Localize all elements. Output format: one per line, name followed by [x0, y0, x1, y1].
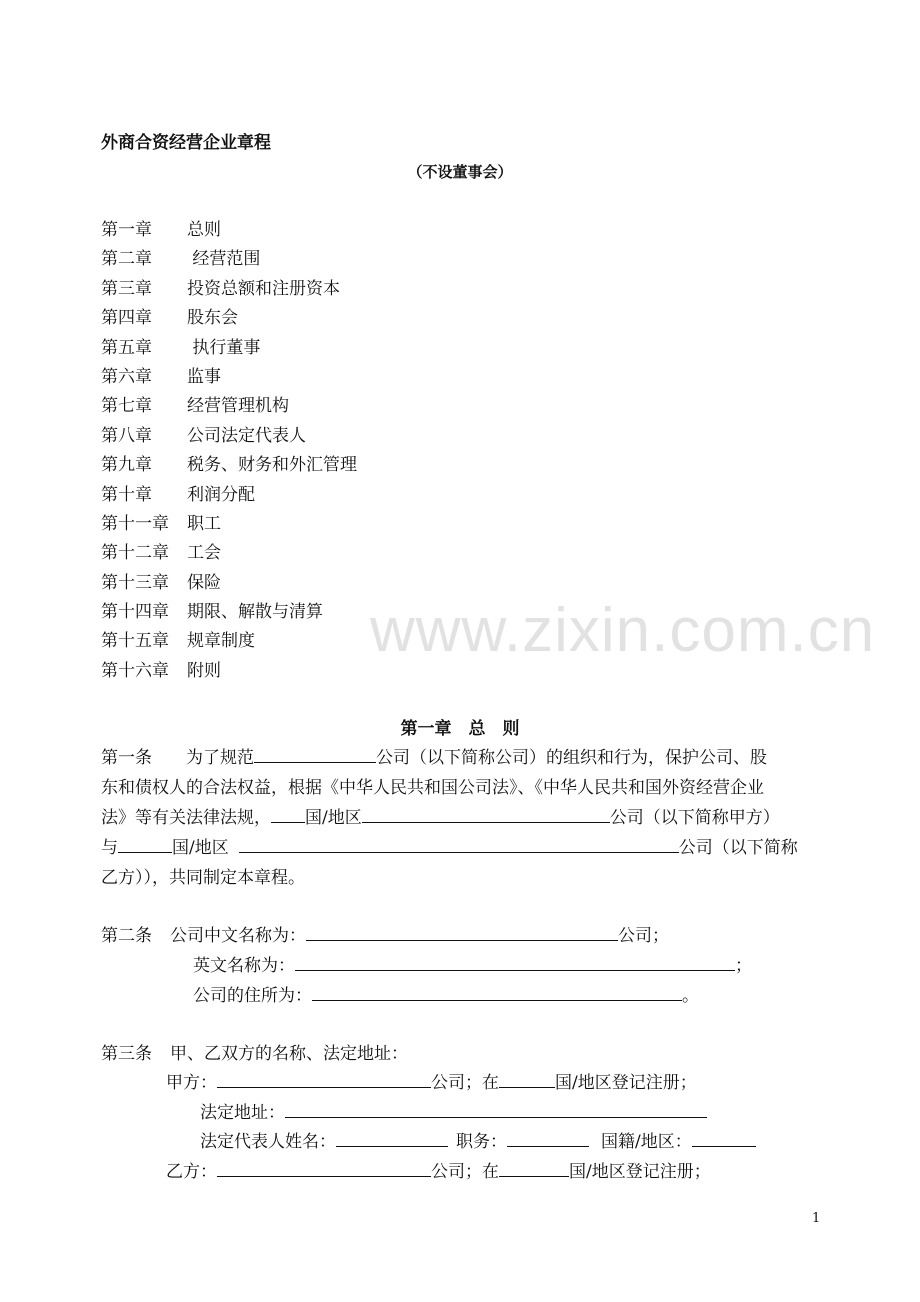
toc-chapter-name: 附则 [187, 660, 221, 681]
field-label: 职务： [456, 1132, 507, 1152]
toc-item [101, 219, 357, 248]
field-suffix: 。 [682, 986, 699, 1006]
article-text: 甲、乙双方的名称、法定地址： [170, 1044, 408, 1064]
field-label: 英文名称为： [193, 956, 295, 976]
toc-item [101, 601, 357, 630]
toc-chapter-number: 第二章 [101, 249, 152, 270]
field-label: 公司的住所为： [193, 986, 312, 1006]
toc-chapter-number: 第七章 [101, 396, 152, 417]
party-a-line [166, 1068, 697, 1098]
chinese-name-field[interactable] [306, 923, 618, 941]
article-1-line-5 [101, 863, 305, 893]
toc-item [101, 542, 357, 571]
toc-item [101, 572, 357, 601]
article-text: 国/地区 [305, 808, 362, 828]
toc-chapter-name: 总则 [187, 220, 221, 240]
party-a-address-field[interactable] [285, 1100, 707, 1118]
article-text: 东和债权人的合法权益，根据《中华人民共和国公司法》、《中华人民共和国外资经营企业 [101, 778, 764, 798]
field-label: 公司中文名称为： [170, 926, 306, 946]
field-label: 国籍/地区： [601, 1132, 692, 1152]
english-name-field[interactable] [295, 953, 735, 971]
party-a-address-line [200, 1098, 707, 1128]
toc-chapter-name: 经营管理机构 [187, 396, 289, 417]
blank-field[interactable] [254, 745, 376, 763]
toc-chapter-name: 公司法定代表人 [187, 425, 306, 446]
field-label: 公司；在 [431, 1162, 499, 1182]
toc-chapter-name: 规章制度 [187, 631, 255, 652]
field-label: 公司；在 [431, 1073, 499, 1093]
toc-chapter-number: 第三章 [101, 278, 152, 299]
toc-item [101, 513, 357, 542]
article-text: 公司（以下简称 [678, 838, 798, 858]
toc-chapter-number: 第五章 [101, 337, 152, 358]
toc-chapter-name: 工会 [187, 543, 221, 564]
article-label: 第一条 [101, 748, 152, 768]
toc-chapter-number: 第八章 [101, 425, 152, 446]
toc-item [101, 366, 357, 395]
article-1-line-4 [101, 833, 798, 863]
document-subtitle: （不设董事会） [407, 163, 513, 181]
toc-chapter-name: 投资总额和注册资本 [187, 278, 340, 299]
watermark: www.zixin.com.cn [370, 596, 876, 665]
article-text: 与 [101, 838, 118, 858]
toc-chapter-number: 第十六章 [101, 660, 169, 681]
toc-item [101, 395, 357, 424]
toc-chapter-name: 税务、财务和外汇管理 [187, 455, 357, 476]
article-text: 为了规范 [186, 748, 254, 768]
field-label: 国/地区登记注册； [569, 1162, 711, 1182]
party-b-country-field[interactable] [499, 1159, 569, 1177]
toc-item [101, 484, 357, 513]
field-label: 法定代表人姓名： [200, 1132, 336, 1152]
article-label: 第三条 [101, 1044, 152, 1064]
toc-chapter-name: 股东会 [187, 308, 238, 329]
toc-chapter-name: 执行董事 [192, 337, 261, 358]
toc-chapter-name: 经营范围 [192, 249, 261, 270]
toc-item [101, 307, 357, 336]
article-label: 第二条 [101, 926, 152, 946]
party-a-name-field[interactable] [217, 1070, 431, 1088]
chapter-heading: 第一章 总 则 [400, 719, 520, 739]
party-a-rep-line [200, 1127, 756, 1157]
position-field[interactable] [507, 1129, 589, 1147]
article-3-line-1 [101, 1039, 408, 1069]
table-of-contents [101, 219, 357, 689]
article-text: 公司（以下简称甲方） [609, 808, 780, 828]
article-1-line-3 [101, 803, 780, 833]
blank-field[interactable] [271, 805, 305, 823]
toc-item [101, 425, 357, 454]
article-2-line-2 [193, 951, 752, 981]
article-2-line-3 [193, 981, 699, 1011]
article-2-line-1 [101, 921, 669, 951]
toc-item [101, 454, 357, 483]
document-title: 外商合资经营企业章程 [101, 133, 271, 153]
toc-item [101, 248, 357, 277]
toc-chapter-number: 第一章 [101, 220, 152, 240]
toc-chapter-number: 第十四章 [101, 602, 169, 623]
field-suffix: ； [735, 956, 752, 976]
toc-chapter-name: 职工 [187, 513, 221, 534]
field-suffix: 公司； [618, 926, 669, 946]
article-text: 公司（以下简称公司）的组织和行为，保护公司、股 [376, 748, 767, 768]
field-label: 法定地址： [200, 1103, 285, 1123]
toc-chapter-number: 第十二章 [101, 543, 169, 564]
field-label: 乙方： [166, 1162, 217, 1182]
toc-item [101, 630, 357, 659]
blank-field[interactable] [239, 835, 679, 853]
nationality-field[interactable] [692, 1129, 756, 1147]
toc-chapter-number: 第六章 [101, 366, 152, 387]
toc-item [101, 337, 357, 366]
field-label: 甲方： [166, 1073, 217, 1093]
party-b-name-field[interactable] [217, 1159, 431, 1177]
party-b-line [166, 1157, 711, 1187]
page-number: 1 [812, 1211, 821, 1226]
toc-chapter-number: 第四章 [101, 308, 152, 329]
party-a-country-field[interactable] [499, 1070, 555, 1088]
article-1-line-1 [101, 743, 767, 773]
toc-chapter-name: 监事 [187, 366, 221, 387]
toc-chapter-number: 第十一章 [101, 513, 169, 534]
field-label: 国/地区登记注册； [555, 1073, 697, 1093]
article-1-line-2 [101, 773, 764, 803]
blank-field[interactable] [362, 805, 610, 823]
address-field[interactable] [312, 983, 682, 1001]
toc-item [101, 278, 357, 307]
toc-chapter-name: 利润分配 [187, 484, 255, 505]
article-text: 法》等有关法律法规， [101, 808, 271, 828]
toc-chapter-name: 期限、解散与清算 [187, 602, 323, 623]
article-text: 乙方）），共同制定本章程。 [101, 868, 305, 888]
article-text: 国/地区 [172, 838, 229, 858]
toc-chapter-number: 第九章 [101, 455, 152, 476]
blank-field[interactable] [118, 835, 172, 853]
toc-item [101, 660, 357, 689]
toc-chapter-name: 保险 [187, 572, 221, 593]
toc-chapter-number: 第十章 [101, 484, 152, 505]
rep-name-field[interactable] [336, 1129, 448, 1147]
toc-chapter-number: 第十五章 [101, 631, 169, 652]
toc-chapter-number: 第十三章 [101, 572, 169, 593]
